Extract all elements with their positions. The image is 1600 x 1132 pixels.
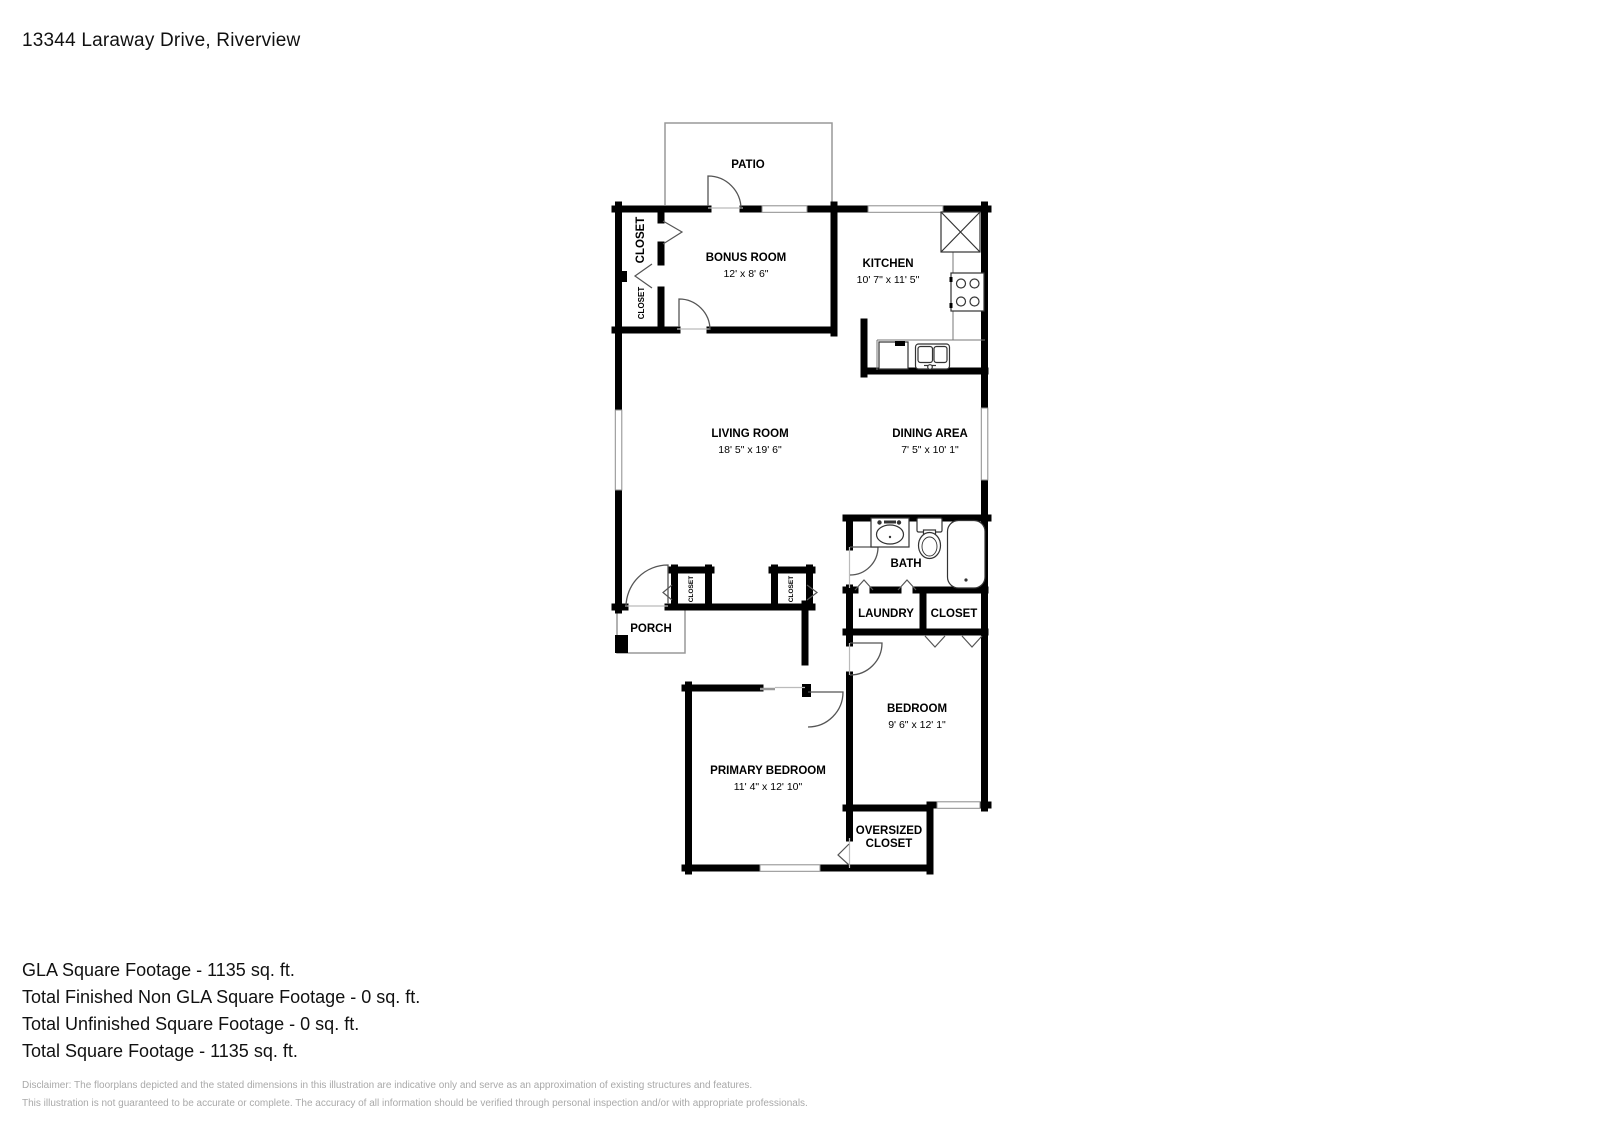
label-kitchen: KITCHEN bbox=[862, 258, 914, 270]
burner bbox=[970, 279, 979, 288]
dishwasher bbox=[879, 342, 908, 369]
dims-primary-bedroom: 11' 4" x 12' 10" bbox=[733, 781, 803, 793]
burner bbox=[957, 279, 966, 288]
label-dining-area: DINING AREA bbox=[892, 428, 968, 440]
disclaimer-line-2: This illustration is not guaranteed to be accurate or complete. The accuracy of all information should be verified through personal inspection and/or with appropriate professionals. bbox=[22, 1098, 808, 1109]
dims-living-room: 18' 5" x 19' 6" bbox=[718, 444, 782, 456]
burner bbox=[970, 297, 979, 306]
label-primary-bedroom: PRIMARY BEDROOM bbox=[710, 765, 826, 777]
label-living-closet-2: CLOSET bbox=[788, 575, 795, 603]
vanity-sink bbox=[877, 525, 904, 544]
window-bonus bbox=[762, 206, 807, 213]
porch-post bbox=[615, 635, 628, 653]
burner bbox=[957, 297, 966, 306]
window-dining bbox=[981, 408, 988, 480]
window-bedroom bbox=[937, 802, 980, 809]
label-entry-closet-large: CLOSET bbox=[635, 216, 647, 264]
dims-dining-area: 7' 5" x 10' 1" bbox=[901, 444, 959, 456]
label-entry-closet-small: CLOSET bbox=[637, 286, 646, 320]
kitchen-fixtures bbox=[877, 212, 985, 370]
dims-bonus-room: 12' x 8' 6" bbox=[723, 268, 769, 280]
label-bedroom: BEDROOM bbox=[886, 703, 948, 715]
label-oversized-closet-2: CLOSET bbox=[865, 838, 913, 850]
primary-door bbox=[808, 692, 843, 727]
label-porch: PORCH bbox=[630, 623, 672, 635]
tub-drain bbox=[964, 578, 967, 581]
room-labels bbox=[630, 159, 977, 850]
label-oversized-closet-1: OVERSIZED bbox=[855, 825, 923, 837]
label-patio: PATIO bbox=[731, 159, 765, 171]
gla-square-footage: GLA Square Footage - 1135 sq. ft. bbox=[22, 960, 295, 980]
total-square-footage: Total Square Footage - 1135 sq. ft. bbox=[22, 1041, 298, 1061]
dims-bedroom: 9' 6" x 12' 1" bbox=[888, 719, 946, 731]
disclaimer-line-1: Disclaimer: The floorplans depicted and the stated dimensions in this illustration are indicative only and serve as an approximation of existing structures and features. bbox=[22, 1080, 753, 1091]
window-kitchen bbox=[868, 206, 943, 213]
entry-door bbox=[626, 565, 668, 607]
page-title: 13344 Laraway Drive, Riverview bbox=[22, 30, 301, 51]
label-living-room: LIVING ROOM bbox=[711, 428, 789, 440]
window-living bbox=[615, 410, 622, 490]
bath-fixtures bbox=[871, 518, 985, 588]
dims-kitchen: 10' 7" x 11' 5" bbox=[856, 274, 920, 286]
patio-door bbox=[708, 176, 741, 209]
unfinished-square-footage: Total Unfinished Square Footage - 0 sq. ft. bbox=[22, 1014, 360, 1034]
label-bath: BATH bbox=[890, 558, 922, 570]
non-gla-square-footage: Total Finished Non GLA Square Footage - 0 sq. ft. bbox=[22, 987, 421, 1007]
label-bonus-room: BONUS ROOM bbox=[705, 252, 787, 264]
label-living-closet-1: CLOSET bbox=[688, 575, 695, 603]
bedroom-door bbox=[850, 643, 882, 675]
stove bbox=[951, 273, 984, 311]
bathtub bbox=[948, 521, 986, 589]
square-footage-summary bbox=[22, 957, 420, 1065]
label-laundry: LAUNDRY bbox=[858, 608, 914, 620]
window-primary bbox=[760, 865, 820, 872]
bath-door bbox=[850, 547, 878, 575]
label-hall-closet: CLOSET bbox=[930, 608, 978, 620]
bonus-door bbox=[679, 299, 710, 330]
